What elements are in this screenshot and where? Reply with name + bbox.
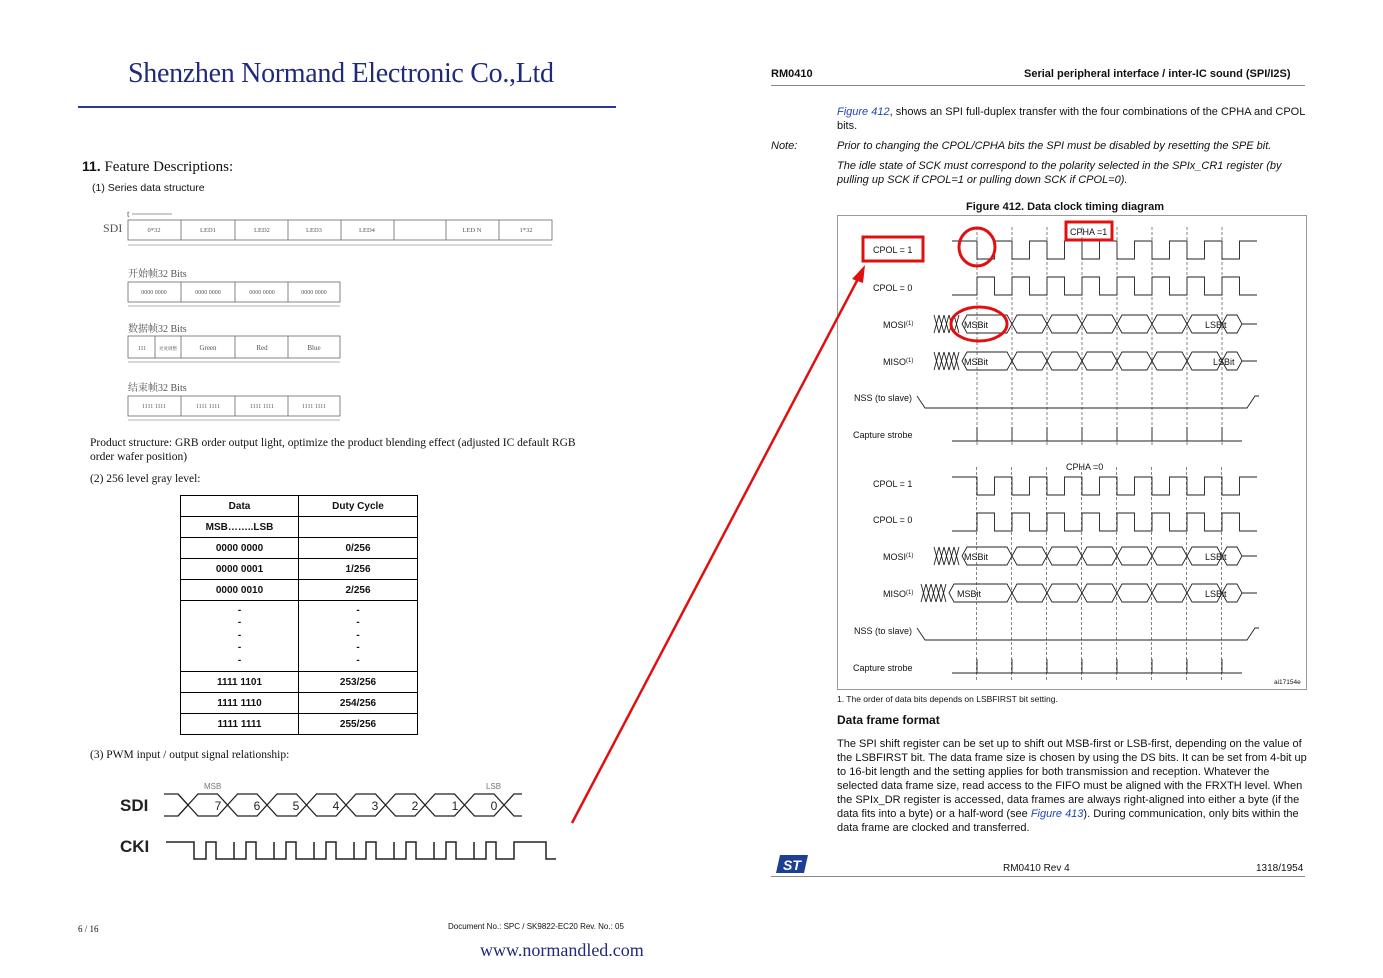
data-cell-2: 亮度调整 bbox=[159, 346, 177, 351]
subheading-gray-level: (2) 256 level gray level: bbox=[90, 473, 201, 485]
diagram-t-label: t bbox=[127, 209, 130, 219]
pwm-sdi-tail bbox=[504, 794, 522, 816]
table-cell: 0000 0000 bbox=[181, 538, 299, 559]
label-capture-b: Capture strobe bbox=[853, 663, 913, 673]
table-cell: 0/256 bbox=[299, 538, 418, 559]
pwm-bit-cell bbox=[346, 794, 386, 816]
data-cell-5: Blue bbox=[307, 344, 321, 352]
table-cell: 0000 0001 bbox=[181, 559, 299, 580]
start-cell-1: 0000 0000 bbox=[141, 290, 167, 296]
frame-cell-6: LED N bbox=[462, 227, 482, 234]
clock-cpol0-b bbox=[952, 513, 1257, 531]
lsbit-mosi-a: LSBit bbox=[1205, 320, 1227, 330]
data-cell-1: 111 bbox=[137, 346, 147, 352]
series-data-diagram bbox=[96, 205, 566, 425]
note-label: Note: bbox=[771, 140, 798, 152]
table-row bbox=[181, 672, 418, 693]
figure-footnote: 1. The order of data bits depends on LSBFIRST bit setting. bbox=[837, 694, 1058, 704]
label-cpol0-b: CPOL = 0 bbox=[873, 515, 913, 525]
section-number: 11. bbox=[82, 158, 101, 174]
table-cell: 1111 1110 bbox=[181, 693, 299, 714]
bus-mosi-a-hatch bbox=[934, 315, 959, 333]
msbit-miso-b: MSBit bbox=[957, 589, 982, 599]
right-header-code: RM0410 bbox=[771, 68, 813, 80]
figure-412-link[interactable]: Figure 412 bbox=[837, 106, 890, 118]
pwm-bit: 3 bbox=[371, 799, 379, 813]
header-divider bbox=[78, 106, 616, 108]
document-number: Document No.: SPC / SK9822-EC20 Rev. No.: 05 bbox=[448, 922, 624, 931]
figure-intro-text: , shows an SPI full-duplex transfer with the four combinations of the CPHA and CPOL bits. bbox=[837, 106, 1305, 132]
pwm-bit: 5 bbox=[292, 799, 300, 813]
msbit-mosi-b: MSBit bbox=[964, 552, 989, 562]
label-cpha0: CPHA =0 bbox=[1066, 462, 1104, 472]
table-cell-ellipsis: - - - - - bbox=[299, 601, 418, 672]
pwm-bit: 6 bbox=[253, 799, 261, 813]
lsbit-mosi-b: LSBit bbox=[1205, 552, 1227, 562]
end-cell-2: 1111 1111 bbox=[195, 404, 221, 410]
end-cell-3: 1111 1111 bbox=[249, 404, 275, 410]
section-title: Feature Descriptions: bbox=[104, 159, 234, 175]
table-row bbox=[181, 693, 418, 714]
label-nss-a: NSS (to slave) bbox=[854, 393, 913, 403]
end-frame-title: 结束帧32 Bits bbox=[128, 383, 187, 394]
pwm-bit-cell bbox=[188, 794, 228, 816]
table-row bbox=[181, 517, 418, 538]
pwm-bit-cell bbox=[267, 794, 307, 816]
nss-b bbox=[917, 628, 1259, 640]
data-frame-format-paragraph bbox=[837, 737, 1307, 835]
st-logo-text: ST bbox=[783, 857, 801, 873]
data-cell-3: Green bbox=[199, 344, 217, 352]
label-capture-a: Capture strobe bbox=[853, 430, 913, 440]
right-header-title: Serial peripheral interface / inter-IC sound (SPI/I2S) bbox=[1024, 68, 1291, 80]
pwm-sdi-label: SDI bbox=[120, 796, 149, 815]
end-cell-4: 1111 1111 bbox=[301, 404, 327, 410]
frame-cell-3: LED2 bbox=[254, 227, 270, 234]
page-number: 6 / 16 bbox=[78, 924, 99, 934]
start-cell-3: 0000 0000 bbox=[249, 290, 275, 296]
frame-cell-7: 1*32 bbox=[519, 227, 533, 234]
figure-id: ai17154e bbox=[1274, 679, 1301, 686]
label-miso-a: MISO$^{(1)}$ bbox=[883, 357, 914, 367]
frame-cell-5: LED4 bbox=[359, 227, 375, 234]
bus-miso-b-hatch bbox=[921, 584, 946, 602]
table-header-duty: Duty Cycle bbox=[299, 496, 418, 517]
capture-b bbox=[952, 659, 1242, 673]
frame-cell-2: LED1 bbox=[200, 227, 216, 234]
label-cpol0-a: CPOL = 0 bbox=[873, 283, 913, 293]
frame-cell-1: 0*32 bbox=[147, 227, 161, 234]
table-cell-ellipsis: - - - - - bbox=[181, 601, 299, 672]
footer-revision: RM0410 Rev 4 bbox=[1003, 863, 1070, 874]
dff-text-b: ). During communication, only bits within the data frame are clocked and transferred. bbox=[837, 808, 1299, 834]
label-mosi-a: MOSI$^{(1)}$ bbox=[883, 320, 914, 330]
pwm-bit-cell bbox=[425, 794, 465, 816]
company-title: Shenzhen Normand Electronic Co.,Ltd bbox=[128, 58, 554, 89]
bus-miso-a-hatch bbox=[934, 352, 959, 370]
website-link[interactable]: www.normandled.com bbox=[480, 940, 644, 960]
clock-cpol1-a bbox=[952, 241, 1257, 259]
footer-divider bbox=[771, 876, 1305, 877]
table-row bbox=[181, 538, 418, 559]
table-header-data: Data bbox=[181, 496, 299, 517]
pwm-bit: 1 bbox=[451, 799, 459, 813]
data-cell-4: Red bbox=[256, 344, 268, 352]
table-cell: MSB……..LSB bbox=[181, 517, 299, 538]
data-frame-title: 数据帧32 Bits bbox=[128, 324, 187, 335]
label-nss-b: NSS (to slave) bbox=[854, 626, 913, 636]
table-row bbox=[181, 714, 418, 735]
footer-page: 1318/1954 bbox=[1256, 863, 1304, 874]
nss-a bbox=[917, 396, 1259, 408]
table-cell: 254/256 bbox=[299, 693, 418, 714]
table-cell: 1111 1111 bbox=[181, 714, 299, 735]
table-cell: 2/256 bbox=[299, 580, 418, 601]
figure-413-link[interactable]: Figure 413 bbox=[1030, 808, 1084, 820]
section-heading bbox=[82, 158, 233, 176]
msbit-mosi-a: MSBit bbox=[964, 320, 989, 330]
table-cell: 1111 1101 bbox=[181, 672, 299, 693]
table-header-row bbox=[181, 496, 418, 517]
figure-intro-paragraph bbox=[837, 105, 1307, 133]
msbit-miso-a: MSBit bbox=[964, 357, 989, 367]
pwm-lsb-label: LSB bbox=[486, 782, 502, 791]
table-row bbox=[181, 559, 418, 580]
clock-cpol0-a bbox=[952, 277, 1257, 295]
timing-diagram bbox=[837, 215, 1305, 688]
gray-level-table bbox=[180, 495, 418, 735]
st-logo bbox=[774, 853, 810, 875]
table-cell: 253/256 bbox=[299, 672, 418, 693]
table-row bbox=[181, 580, 418, 601]
subheading-pwm: (3) PWM input / output signal relationship: bbox=[90, 749, 290, 761]
product-structure-text: Product structure: GRB order output light, optimize the product blending effect (adjusted IC default RGB order wafer position) bbox=[90, 437, 576, 463]
table-cell: 255/256 bbox=[299, 714, 418, 735]
label-cpha1: CPHA =1 bbox=[1070, 227, 1108, 237]
capture-a bbox=[952, 427, 1242, 441]
lsbit-miso-a: LSBit bbox=[1213, 357, 1235, 367]
pwm-bit-cell bbox=[228, 794, 268, 816]
table-row bbox=[181, 601, 418, 672]
pwm-bit-cell bbox=[307, 794, 347, 816]
pwm-cki-label: CKI bbox=[120, 837, 150, 856]
start-cell-4: 0000 0000 bbox=[301, 290, 327, 296]
right-header-divider bbox=[771, 85, 1305, 86]
note-text-2: The idle state of SCK must correspond to the polarity selected in the SPIx_CR1 register (by pulling up SCK if CPOL=1 or pulling down SCK if CPOL=0). bbox=[837, 160, 1282, 186]
lsbit-miso-b: LSBit bbox=[1205, 589, 1227, 599]
dff-text-a: The SPI shift register can be set up to shift out MSB-first or LSB-first, depending on the value of the LSBFIRST bit. The data frame size is chosen by using the DS bits. It can be set from 4-bit up to 16-bit length and the setting applies for both transmission and reception. Whatever the selected data frame size, read access to the FIFO must be aligned with the FRXTH level. When the SPIx_DR register is accessed, data frames are always right-aligned into either a byte (if the data fits into a byte) or a half-word (see bbox=[837, 738, 1307, 820]
bus-mosi-b-hatch bbox=[934, 547, 959, 565]
data-frame-format-heading: Data frame format bbox=[837, 713, 940, 727]
start-cell-2: 0000 0000 bbox=[195, 290, 221, 296]
pwm-bit: 0 bbox=[490, 799, 498, 813]
pwm-bit: 4 bbox=[332, 799, 340, 813]
frame-cell-4: LED3 bbox=[306, 227, 322, 234]
pwm-bit-cell bbox=[386, 794, 426, 816]
pwm-bit: 2 bbox=[411, 799, 419, 813]
label-cpol1-a: CPOL = 1 bbox=[873, 245, 913, 255]
subheading-series-data: (1) Series data structure bbox=[92, 182, 205, 194]
label-miso-b: MISO$^{(1)}$ bbox=[883, 589, 914, 599]
pwm-msb-label: MSB bbox=[204, 782, 222, 791]
label-mosi-b: MOSI$^{(1)}$ bbox=[883, 552, 914, 562]
table-cell: 1/256 bbox=[299, 559, 418, 580]
table-cell: 0000 0010 bbox=[181, 580, 299, 601]
label-cpol1-b: CPOL = 1 bbox=[873, 479, 913, 489]
pwm-signal-diagram bbox=[116, 778, 556, 870]
end-cell-1: 1111 1111 bbox=[141, 404, 167, 410]
table-cell bbox=[299, 517, 418, 538]
start-frame-title: 开始帧32 Bits bbox=[128, 269, 187, 280]
pwm-bit-cell bbox=[465, 794, 505, 816]
diagram-sdi-label: SDI bbox=[103, 221, 123, 235]
figure-title: Figure 412. Data clock timing diagram bbox=[966, 201, 1165, 213]
note-text-1: Prior to changing the CPOL/CPHA bits the SPI must be disabled by resetting the SPE bit. bbox=[837, 140, 1272, 152]
pwm-bit: 7 bbox=[214, 799, 222, 813]
annotation-arrow bbox=[560, 255, 880, 835]
clock-cpol1-b bbox=[952, 477, 1257, 495]
